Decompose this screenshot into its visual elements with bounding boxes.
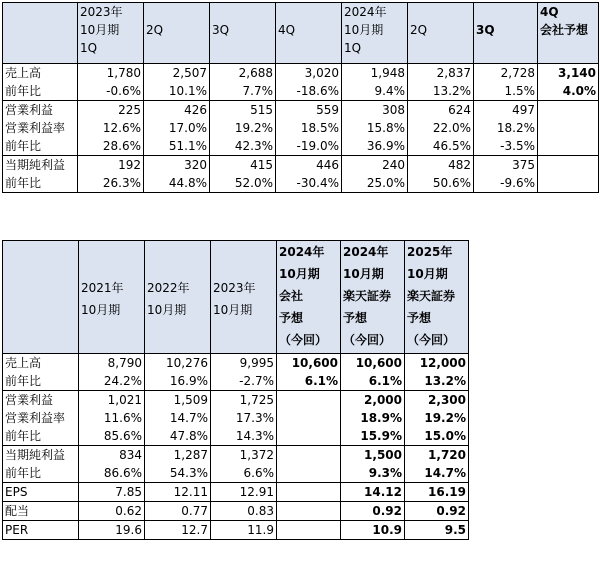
table-cell: 1,948 9.4% [342,64,408,101]
table-cell: 10,600 6.1% [277,354,341,391]
table-cell: 375 -9.6% [474,156,538,193]
table-cell: 3,020 -18.6% [276,64,342,101]
table-cell: 10.9 [341,521,405,540]
table-row [3,64,599,101]
table-cell: 0.92 [405,502,469,521]
row-label-group: 当期純利益 前年比 [3,156,78,193]
table-cell [277,483,341,502]
table-cell: 559 18.5% -19.0% [276,101,342,156]
column-header-fy2024-rakuten-forecast: 2024年 10月期 楽天証券 予想 （今回） [341,241,405,354]
column-header-fy2024-company-forecast: 2024年 10月期 会社 予想 （今回） [277,241,341,354]
row-label: PER [3,521,79,540]
row-label-group: 売上高 前年比 [3,354,79,391]
table-cell: 2,000 18.9% 15.9% [341,391,405,446]
column-header-fy2021: 2021年 10月期 [79,241,145,354]
table-row [3,446,469,483]
table-cell: 7.85 [79,483,145,502]
table-cell [538,156,599,193]
table-row [3,156,599,193]
table-cell: 240 25.0% [342,156,408,193]
table-cell: 2,728 1.5% [474,64,538,101]
table-cell: 1,780 -0.6% [78,64,144,101]
table-cell: 19.6 [79,521,145,540]
table-cell: 515 19.2% 42.3% [210,101,276,156]
table-cell: 482 50.6% [408,156,474,193]
table-cell: 1,500 9.3% [341,446,405,483]
column-header-2024-1q: 2024年 10月期 1Q [342,3,408,64]
table-row [3,502,469,521]
column-header-fy2025-rakuten-forecast: 2025年 10月期 楽天証券 予想 （今回） [405,241,469,354]
table-cell: 834 86.6% [79,446,145,483]
table-cell: 0.77 [145,502,211,521]
row-label-group: 当期純利益 前年比 [3,446,79,483]
table-cell: 1,021 11.6% 85.6% [79,391,145,446]
column-header-2023-3q: 3Q [210,3,276,64]
table-cell [277,446,341,483]
table-cell: 1,725 17.3% 14.3% [211,391,277,446]
table-row [3,101,599,156]
table-cell: 2,837 13.2% [408,64,474,101]
table-cell: 10,600 6.1% [341,354,405,391]
table-cell: 3,140 4.0% [538,64,599,101]
column-header-2024-4q-forecast: 4Q 会社予想 [538,3,599,64]
row-label: EPS [3,483,79,502]
table-cell: 2,688 7.7% [210,64,276,101]
quarterly-results-table [2,2,599,193]
table-cell: 16.19 [405,483,469,502]
table-cell [538,101,599,156]
column-header-2023-4q: 4Q [276,3,342,64]
table-cell: 1,372 6.6% [211,446,277,483]
table-row [3,483,469,502]
table-cell: 12,000 13.2% [405,354,469,391]
table-row [3,521,469,540]
column-header-fy2023: 2023年 10月期 [211,241,277,354]
table-cell: 1,720 14.7% [405,446,469,483]
column-header-2023-1q: 2023年 10月期 1Q [78,3,144,64]
table-cell: 225 12.6% 28.6% [78,101,144,156]
table-cell: 8,790 24.2% [79,354,145,391]
table-cell: 320 44.8% [144,156,210,193]
table-cell [277,521,341,540]
table-cell [277,502,341,521]
row-label-group: 営業利益 営業利益率 前年比 [3,391,79,446]
column-header-fy2022: 2022年 10月期 [145,241,211,354]
table-cell: 0.83 [211,502,277,521]
column-header-2023-2q: 2Q [144,3,210,64]
corner-header-cell [3,241,79,354]
table-cell: 14.12 [341,483,405,502]
column-header-2024-2q: 2Q [408,3,474,64]
table-cell: 12.7 [145,521,211,540]
table-cell: 415 52.0% [210,156,276,193]
column-header-2024-3q: 3Q [474,3,538,64]
table-cell: 446 -30.4% [276,156,342,193]
row-label: 配当 [3,502,79,521]
table-cell: 2,507 10.1% [144,64,210,101]
table-cell: 9.5 [405,521,469,540]
row-label-group: 売上高 前年比 [3,64,78,101]
table-cell: 11.9 [211,521,277,540]
table-cell: 0.92 [341,502,405,521]
table-cell: 192 26.3% [78,156,144,193]
table-cell: 1,287 54.3% [145,446,211,483]
table-cell: 308 15.8% 36.9% [342,101,408,156]
row-label-group: 営業利益 営業利益率 前年比 [3,101,78,156]
table-cell: 12.91 [211,483,277,502]
table-cell: 10,276 16.9% [145,354,211,391]
table-cell: 1,509 14.7% 47.8% [145,391,211,446]
table-cell: 12.11 [145,483,211,502]
table-cell: 426 17.0% 51.1% [144,101,210,156]
table-cell: 9,995 -2.7% [211,354,277,391]
table-cell [277,391,341,446]
table-cell: 497 18.2% -3.5% [474,101,538,156]
table-row [3,391,469,446]
table-row [3,354,469,391]
table-cell: 2,300 19.2% 15.0% [405,391,469,446]
corner-header-cell [3,3,78,64]
table-cell: 624 22.0% 46.5% [408,101,474,156]
table-cell: 0.62 [79,502,145,521]
annual-results-table [2,240,469,540]
